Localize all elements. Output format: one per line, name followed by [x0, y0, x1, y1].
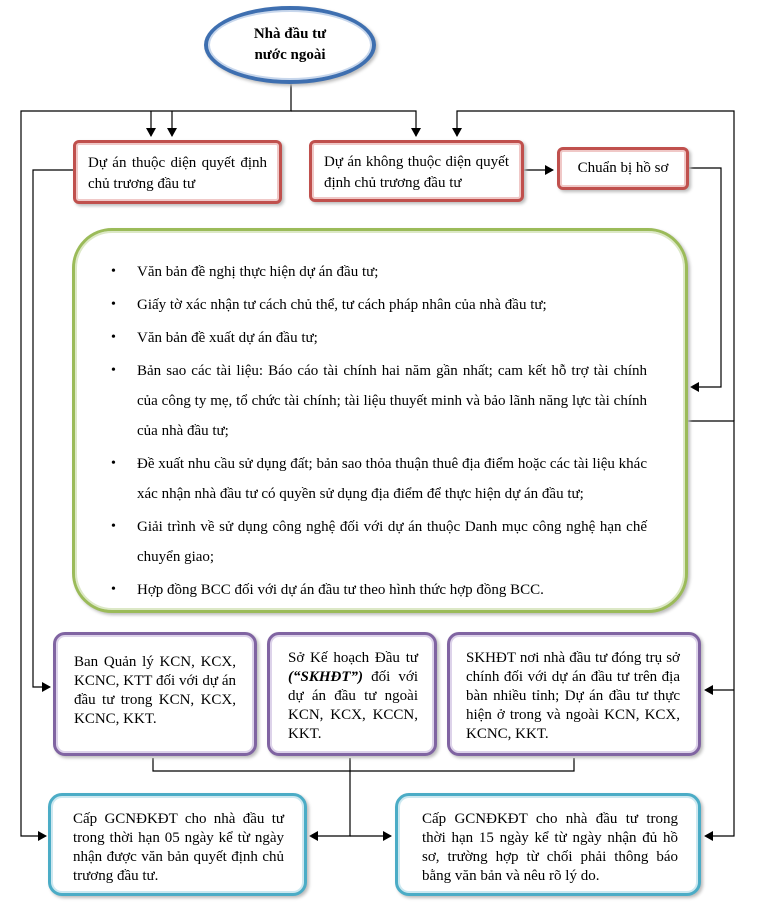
- dossier-item: [111, 575, 647, 605]
- authority-dpi-multi-province: [447, 632, 701, 756]
- start-line-2: nước ngoài: [254, 47, 326, 63]
- dossier-item: [111, 512, 647, 572]
- bullet-icon: •: [111, 363, 116, 378]
- bullet-icon: •: [111, 519, 116, 534]
- dossier-item: [111, 257, 647, 287]
- outcome-without-approval-label: Cấp GCNĐKĐT cho nhà đầu tư trong thời hạn 15 ngày kể từ ngày nhận đủ hồ sơ, trường hợp từ chối phải thông báo bằng văn bản và nêu rõ lý do.: [422, 811, 678, 884]
- authority-dpi-abbr: (“SKHĐT”): [288, 669, 363, 685]
- start-foreign-investor: [204, 6, 376, 84]
- outcome-with-approval: [48, 793, 307, 896]
- start-line-1: Nhà đầu tư: [253, 26, 327, 42]
- bullet-icon: •: [111, 582, 116, 597]
- dossier-item-text: Giải trình về sử dụng công nghệ đối với dự án thuộc Danh mục công nghệ hạn chế chuyển giao;: [137, 519, 647, 565]
- dossier-list: [111, 257, 647, 605]
- authority-management-board: [53, 632, 257, 756]
- branch-subject-to-approval: [73, 140, 282, 204]
- dossier-item-text: Văn bản đề nghị thực hiện dự án đầu tư;: [137, 264, 379, 280]
- dossier-item-text: Bản sao các tài liệu: Báo cáo tài chính hai năm gần nhất; cam kết hỗ trợ tài chính của công ty mẹ, tổ chức tài chính; tài liệu thuyết minh và bảo lãnh năng lực tài chính của nhà đầu tư;: [137, 363, 647, 439]
- authority-dpi-prefix: Sở Kế hoạch Đầu tư: [288, 650, 418, 666]
- dossier-item: [111, 449, 647, 509]
- authority-dpi-suffix: đối với dự án đầu tư ngoài KCN, KCX, KCCN, KKT.: [288, 669, 418, 742]
- branch-subject-to-approval-label: Dự án thuộc diện quyết định chủ trương đầu tư: [88, 155, 267, 192]
- dossier-item: [111, 356, 647, 446]
- authority-management-board-label: Ban Quản lý KCN, KCX, KCNC, KTT đối với dự án đầu tư trong KCN, KCX, KCNC, KKT.: [74, 654, 236, 727]
- dossier-item-text: Đề xuất nhu cầu sử dụng đất; bản sao thỏa thuận thuê địa điểm hoặc các tài liệu khác xác nhận nhà đầu tư có quyền sử dụng địa điểm để thực hiện dự án đầu tư;: [137, 456, 647, 502]
- bullet-icon: •: [111, 264, 116, 279]
- dossier-item-text: Hợp đồng BCC đối với dự án đầu tư theo hình thức hợp đồng BCC.: [137, 582, 544, 598]
- branch-not-subject-to-approval: [309, 140, 524, 202]
- dossier-item-text: Văn bản đề xuất dự án đầu tư;: [137, 330, 318, 346]
- authority-dpi-multi-province-label: SKHĐT nơi nhà đầu tư đóng trụ sở chính đối với dự án đầu tư trên địa bàn nhiều tỉnh; Dự án đầu tư thực hiện ở trong và ngoài KCN, KCX, KCNC, KKT.: [466, 650, 680, 742]
- bullet-icon: •: [111, 330, 116, 345]
- outcome-with-approval-label: Cấp GCNĐKĐT cho nhà đầu tư trong thời hạn 05 ngày kể từ ngày nhận được văn bản quyết định chủ trương đầu tư.: [73, 811, 284, 884]
- branch-not-subject-to-approval-label: Dự án không thuộc diện quyết định chủ trương đầu tư: [324, 154, 509, 191]
- dossier-item: [111, 323, 647, 353]
- dossier-item-text: Giấy tờ xác nhận tư cách chủ thể, tư cách pháp nhân của nhà đầu tư;: [137, 297, 547, 313]
- outcome-without-approval: [395, 793, 701, 896]
- prepare-dossier: [557, 147, 689, 190]
- dossier-item: [111, 290, 647, 320]
- prepare-dossier-label: Chuẩn bị hồ sơ: [577, 160, 669, 176]
- authority-dpi: [267, 632, 437, 756]
- dossier-requirements: [72, 228, 688, 613]
- bullet-icon: •: [111, 297, 116, 312]
- bullet-icon: •: [111, 456, 116, 471]
